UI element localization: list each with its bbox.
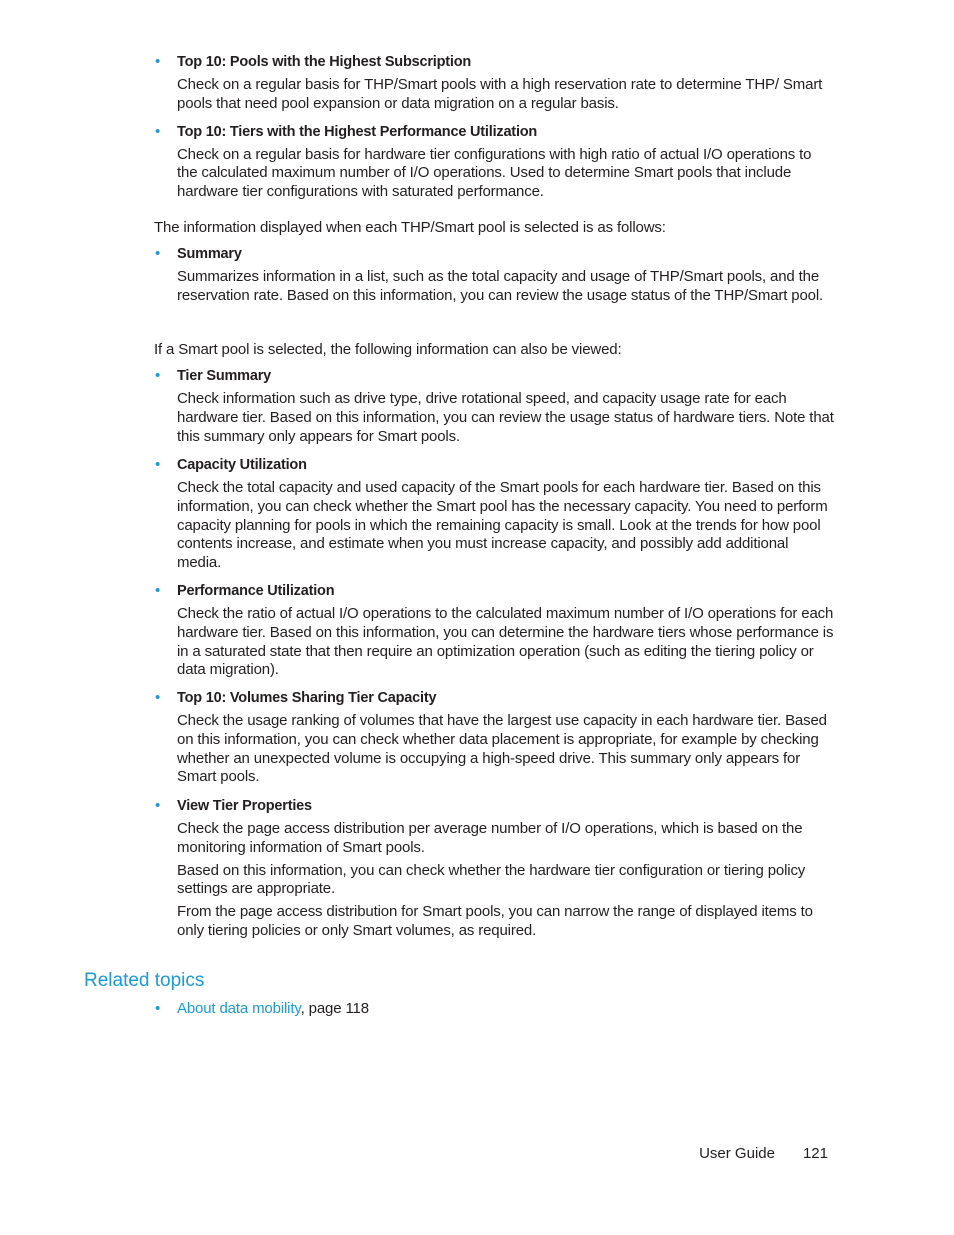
bullet-icon: • — [155, 122, 161, 140]
list-item — [154, 53, 834, 114]
bullet-list-tier-properties — [154, 797, 834, 941]
related-topics-list — [154, 1000, 834, 1019]
item-term: View Tier Properties — [177, 798, 312, 814]
bullet-icon: • — [155, 689, 161, 706]
list-item — [154, 245, 834, 306]
related-topic-page-ref: , page 118 — [300, 1000, 369, 1017]
item-term: Tier Summary — [177, 368, 272, 384]
list-item — [154, 123, 834, 202]
related-topic-entry — [177, 1000, 834, 1019]
bullet-list-top-reports — [154, 53, 834, 202]
list-item — [154, 582, 834, 680]
intro-paragraph: The information displayed when each THP/Smart pool is selected is as follows: — [154, 219, 666, 236]
item-term: Summary — [177, 246, 242, 262]
page-number: 121 — [802, 1145, 828, 1162]
item-term: Performance Utilization — [177, 583, 335, 599]
intro-paragraph: If a Smart pool is selected, the following information can also be viewed: — [154, 341, 622, 358]
item-description: Summarizes information in a list, such as the total capacity and usage of THP/Smart pools, and the reservation rate. Based on this information, you can review the usage status of the THP/Smart pool. — [177, 268, 824, 304]
item-term: Top 10: Tiers with the Highest Performance Utilization — [177, 123, 538, 140]
bullet-icon: • — [155, 582, 161, 599]
item-description: Based on this information, you can check whether the hardware tier configuration or tiering policy settings are appropriate. — [177, 861, 806, 898]
bullet-list-performance — [154, 582, 834, 680]
item-term: Top 10: Pools with the Highest Subscription — [177, 54, 472, 70]
item-term: Top 10: Volumes Sharing Tier Capacity — [177, 690, 437, 706]
bullet-icon: • — [155, 367, 161, 384]
list-item — [154, 797, 834, 941]
item-description: Check on a regular basis for THP/Smart pools with a high reservation rate to determine THP/ Smart pools that need pool expansion or data migration on a regular basis. — [177, 76, 823, 112]
list-item — [154, 689, 834, 787]
bullet-list-smart-pool — [154, 367, 834, 446]
bullet-list-volumes — [154, 689, 834, 787]
item-term: Capacity Utilization — [177, 457, 307, 473]
list-item — [154, 456, 834, 573]
bullet-icon: • — [155, 1000, 161, 1017]
related-topics-heading: Related topics — [84, 970, 205, 991]
bullet-icon: • — [155, 53, 161, 70]
page-footer — [699, 1144, 828, 1163]
item-description: From the page access distribution for Smart pools, you can narrow the range of displayed items to only tiering policies or only Smart volumes, as required. — [177, 903, 813, 939]
bullet-icon: • — [155, 456, 161, 473]
item-description: Check information such as drive type, drive rotational speed, and capacity usage rate for each hardware tier. Based on this information, you can review the usage status of hardware tiers. Note that this summary only appears for Smart pools. — [177, 390, 834, 445]
bullet-icon: • — [155, 245, 161, 262]
bullet-list-summary — [154, 245, 834, 306]
bullet-list-capacity — [154, 456, 834, 573]
about-data-mobility-link[interactable]: About data mobility — [177, 1000, 301, 1017]
item-description: Check the usage ranking of volumes that have the largest use capacity in each hardware tier. Based on this information, you can check whether data placement is appropriate, for example by checking whether an unexpected volume is occupying a high-speed drive. This summary only appears for Smart pools. — [177, 712, 827, 786]
list-item — [154, 367, 834, 446]
footer-label: User Guide — [699, 1145, 775, 1162]
bullet-icon: • — [155, 797, 161, 814]
item-description: Check the total capacity and used capacity of the Smart pools for each hardware tier. Based on this information, you can check whether the Smart pool has the necessary capacity. You need to perform capacity planning for pools in which the remaining capacity is small. Look at the trends for how pool contents increase, and estimate when you must increase capacity, and possibly add additional media. — [177, 479, 828, 572]
item-description: Check the ratio of actual I/O operations to the calculated maximum number of I/O operations for each hardware tier. Based on this information, you can determine the hardware tiers whose performance is in a saturated state that then require an optimization operation (such as editing the tiering policy or data migration). — [177, 605, 834, 679]
item-description: Check on a regular basis for hardware tier configurations with high ratio of actual I/O operations to the calculated maximum number of I/O operations. Used to determine Smart pools that include hardware tier configurations with saturated performance. — [177, 145, 812, 201]
item-description: Check the page access distribution per average number of I/O operations, which is based on the monitoring information of Smart pools. — [177, 820, 803, 856]
list-item — [154, 1000, 834, 1019]
